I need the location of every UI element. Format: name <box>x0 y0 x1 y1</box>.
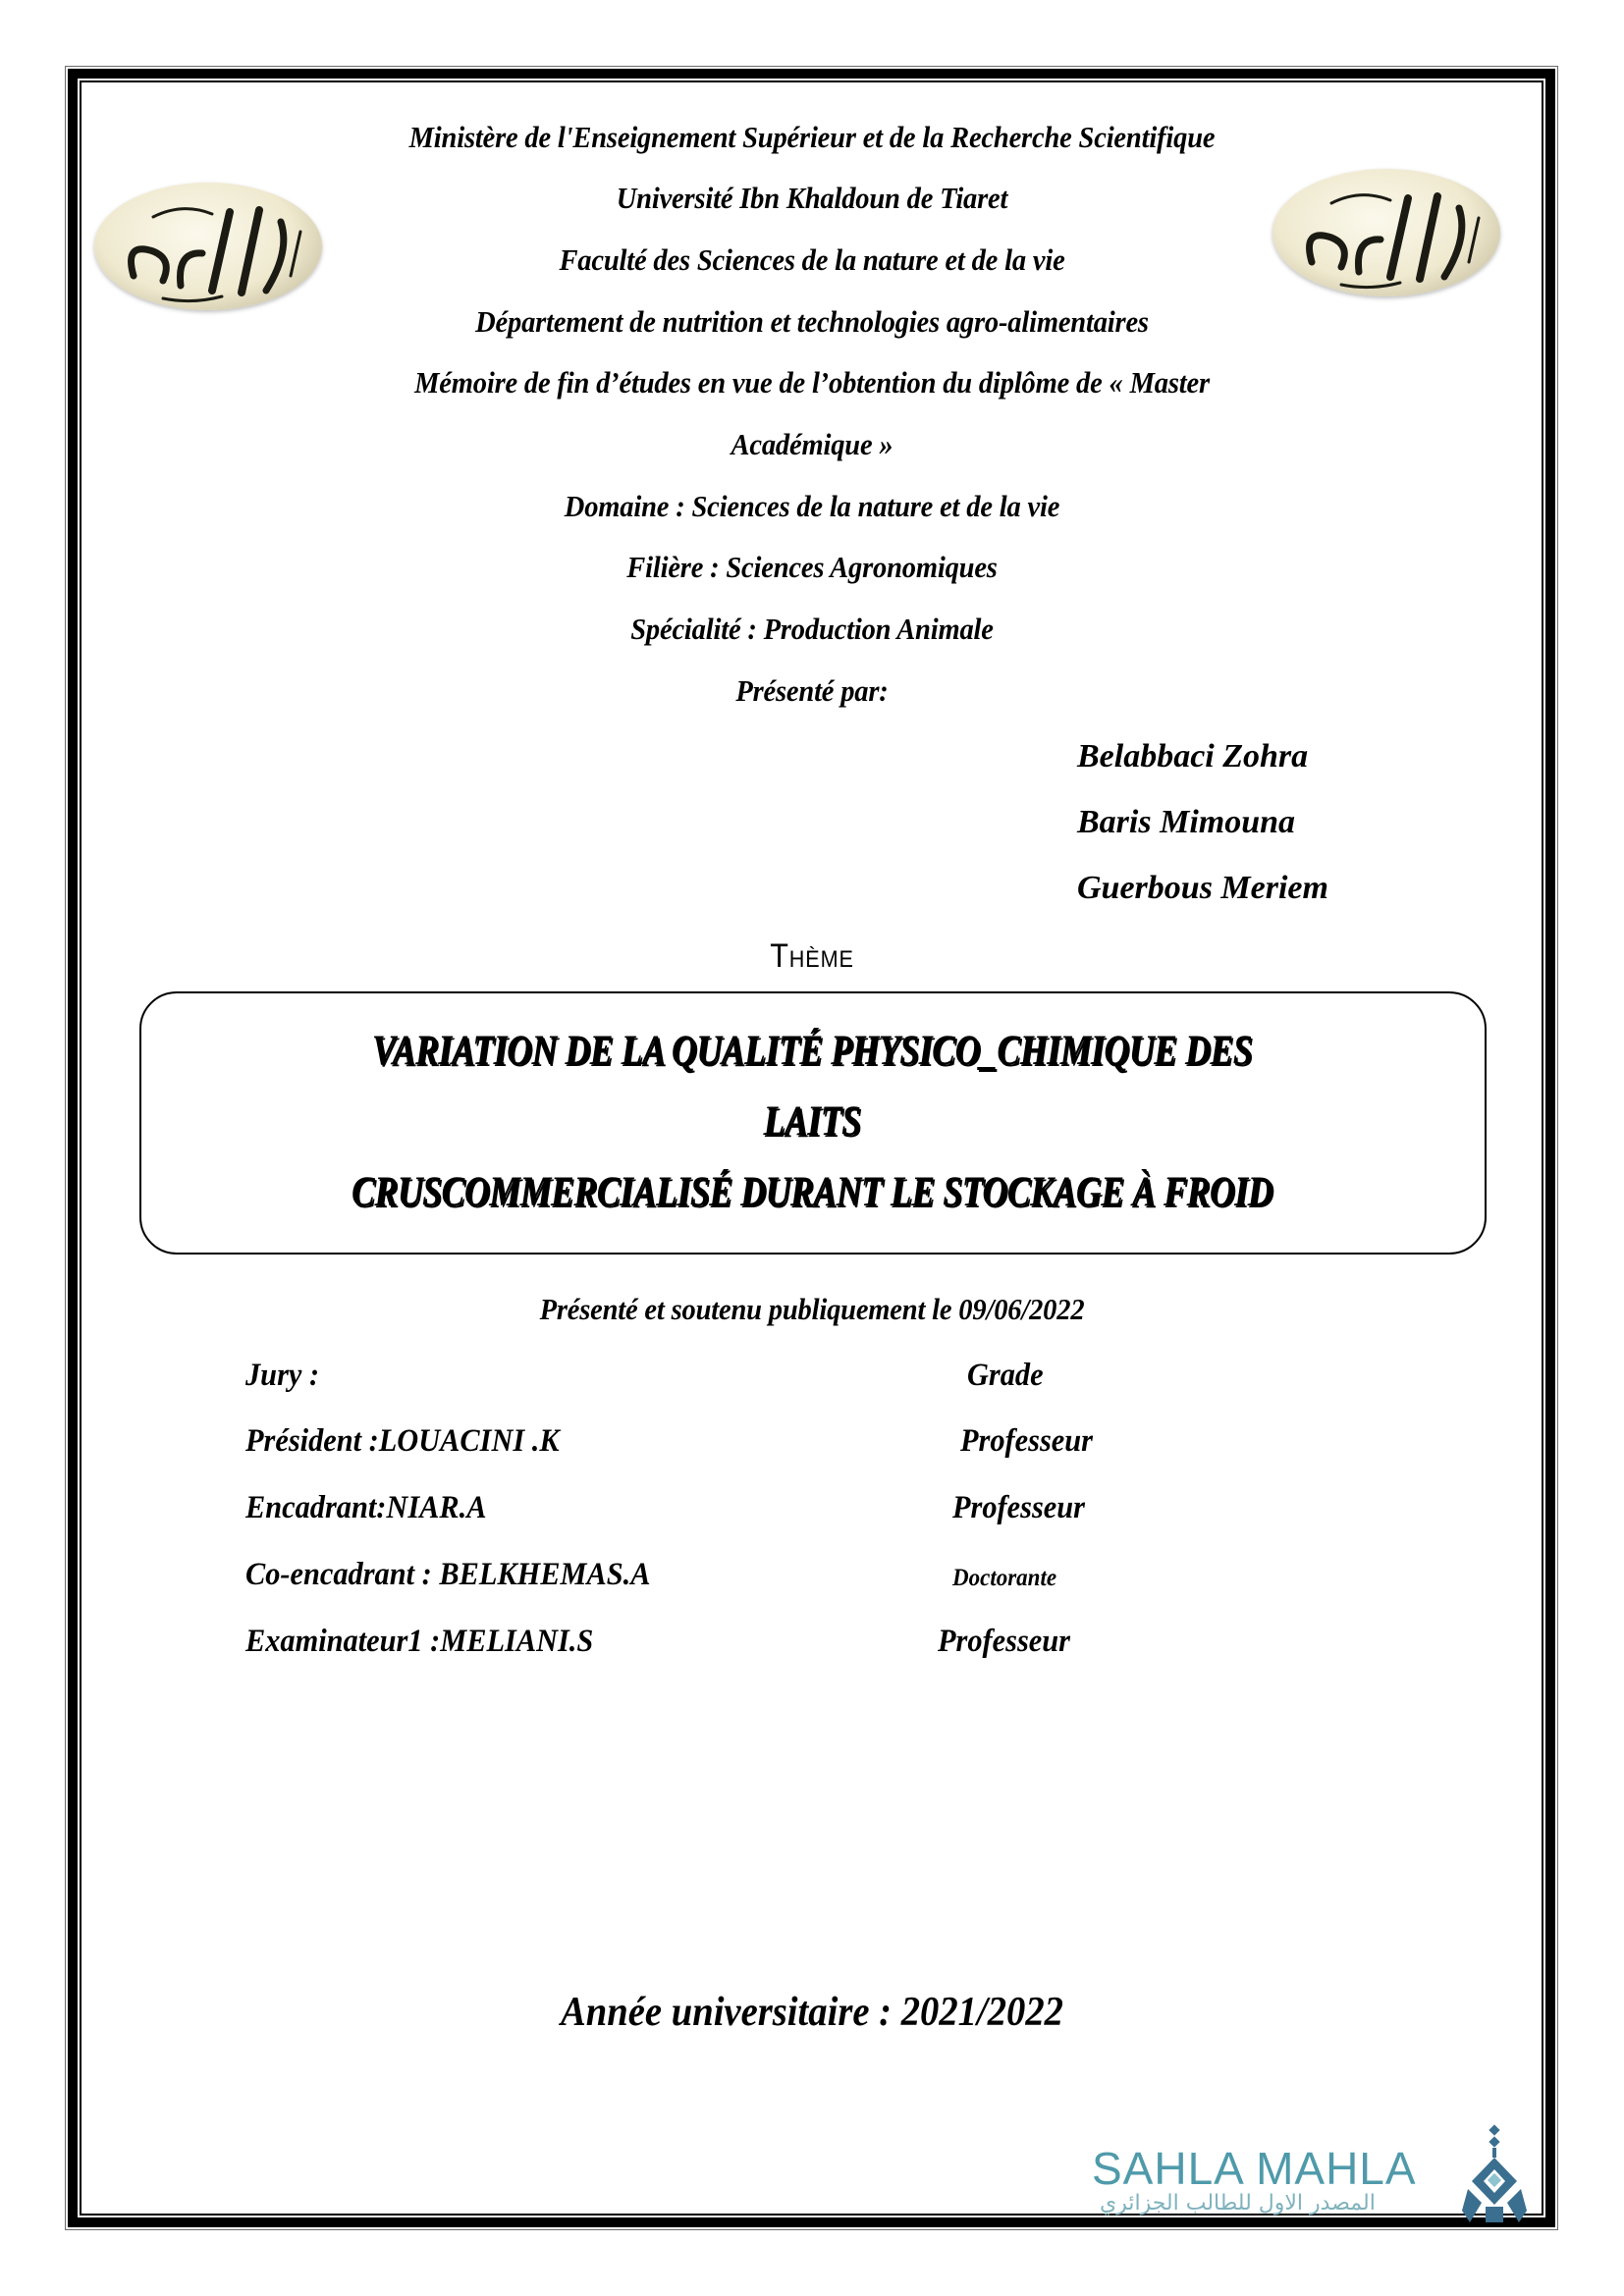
academic-year: Année universitaire : 2021/2022 <box>560 1990 1064 2035</box>
jury-member-role: Co-encadrant : BELKHEMAS.A <box>245 1557 651 1592</box>
watermark-tagline: المصدر الاول للطالب الجزائري <box>1100 2191 1376 2216</box>
sahla-logo-icon <box>1460 2124 1529 2226</box>
jury-label: Jury : <box>245 1358 320 1393</box>
filiere-line: Filière : Sciences Agronomiques <box>626 550 998 584</box>
thesis-title-line-2: LAITS <box>763 1098 861 1145</box>
ministry-line: Ministère de l'Enseignement Supérieur et de la Recherche Scientifique <box>408 120 1216 154</box>
memoire-line-1: Mémoire de fin d’études en vue de l’obtention du diplôme de « Master <box>414 365 1210 400</box>
theme-label: Thème <box>770 937 854 975</box>
presente-par-label: Présenté par: <box>735 673 889 708</box>
sahla-mahla-watermark <box>1092 2130 1524 2218</box>
jury-member-grade: Professeur <box>952 1490 1085 1525</box>
grade-label: Grade <box>967 1358 1044 1393</box>
faculty-line: Faculté des Sciences de la nature et de la vie <box>559 242 1065 277</box>
memoire-line-2: Académique » <box>731 427 893 461</box>
thesis-title-line-1: VARIATION DE LA QUALITÉ PHYSICO_CHIMIQUE DES <box>371 1028 1253 1074</box>
defense-date: Présenté et soutenu publiquement le 09/06/2022 <box>539 1292 1085 1326</box>
author-name: Guerbous Meriem <box>1077 870 1328 906</box>
author-name: Belabbaci Zohra <box>1077 738 1309 774</box>
jury-member-role: Président :LOUACINI .K <box>245 1423 560 1459</box>
specialite-line: Spécialité : Production Animale <box>630 612 994 646</box>
author-name: Baris Mimouna <box>1077 804 1296 840</box>
jury-member-grade: Doctorante <box>952 1565 1057 1591</box>
jury-member-role: Examinateur1 :MELIANI.S <box>245 1624 594 1659</box>
jury-member-grade: Professeur <box>938 1624 1070 1659</box>
jury-member-role: Encadrant:NIAR.A <box>245 1490 487 1525</box>
jury-member-grade: Professeur <box>960 1423 1093 1459</box>
university-line: Université Ibn Khaldoun de Tiaret <box>616 181 1008 215</box>
thesis-title-line-3: CRUSCOMMERCIALISÉ DURANT LE STOCKAGE À FROID <box>351 1169 1273 1215</box>
domaine-line: Domaine : Sciences de la nature et de la vie <box>564 489 1060 523</box>
watermark-brand: SAHLA MAHLA <box>1092 2143 1417 2194</box>
department-line: Département de nutrition et technologies agro-alimentaires <box>475 304 1149 339</box>
